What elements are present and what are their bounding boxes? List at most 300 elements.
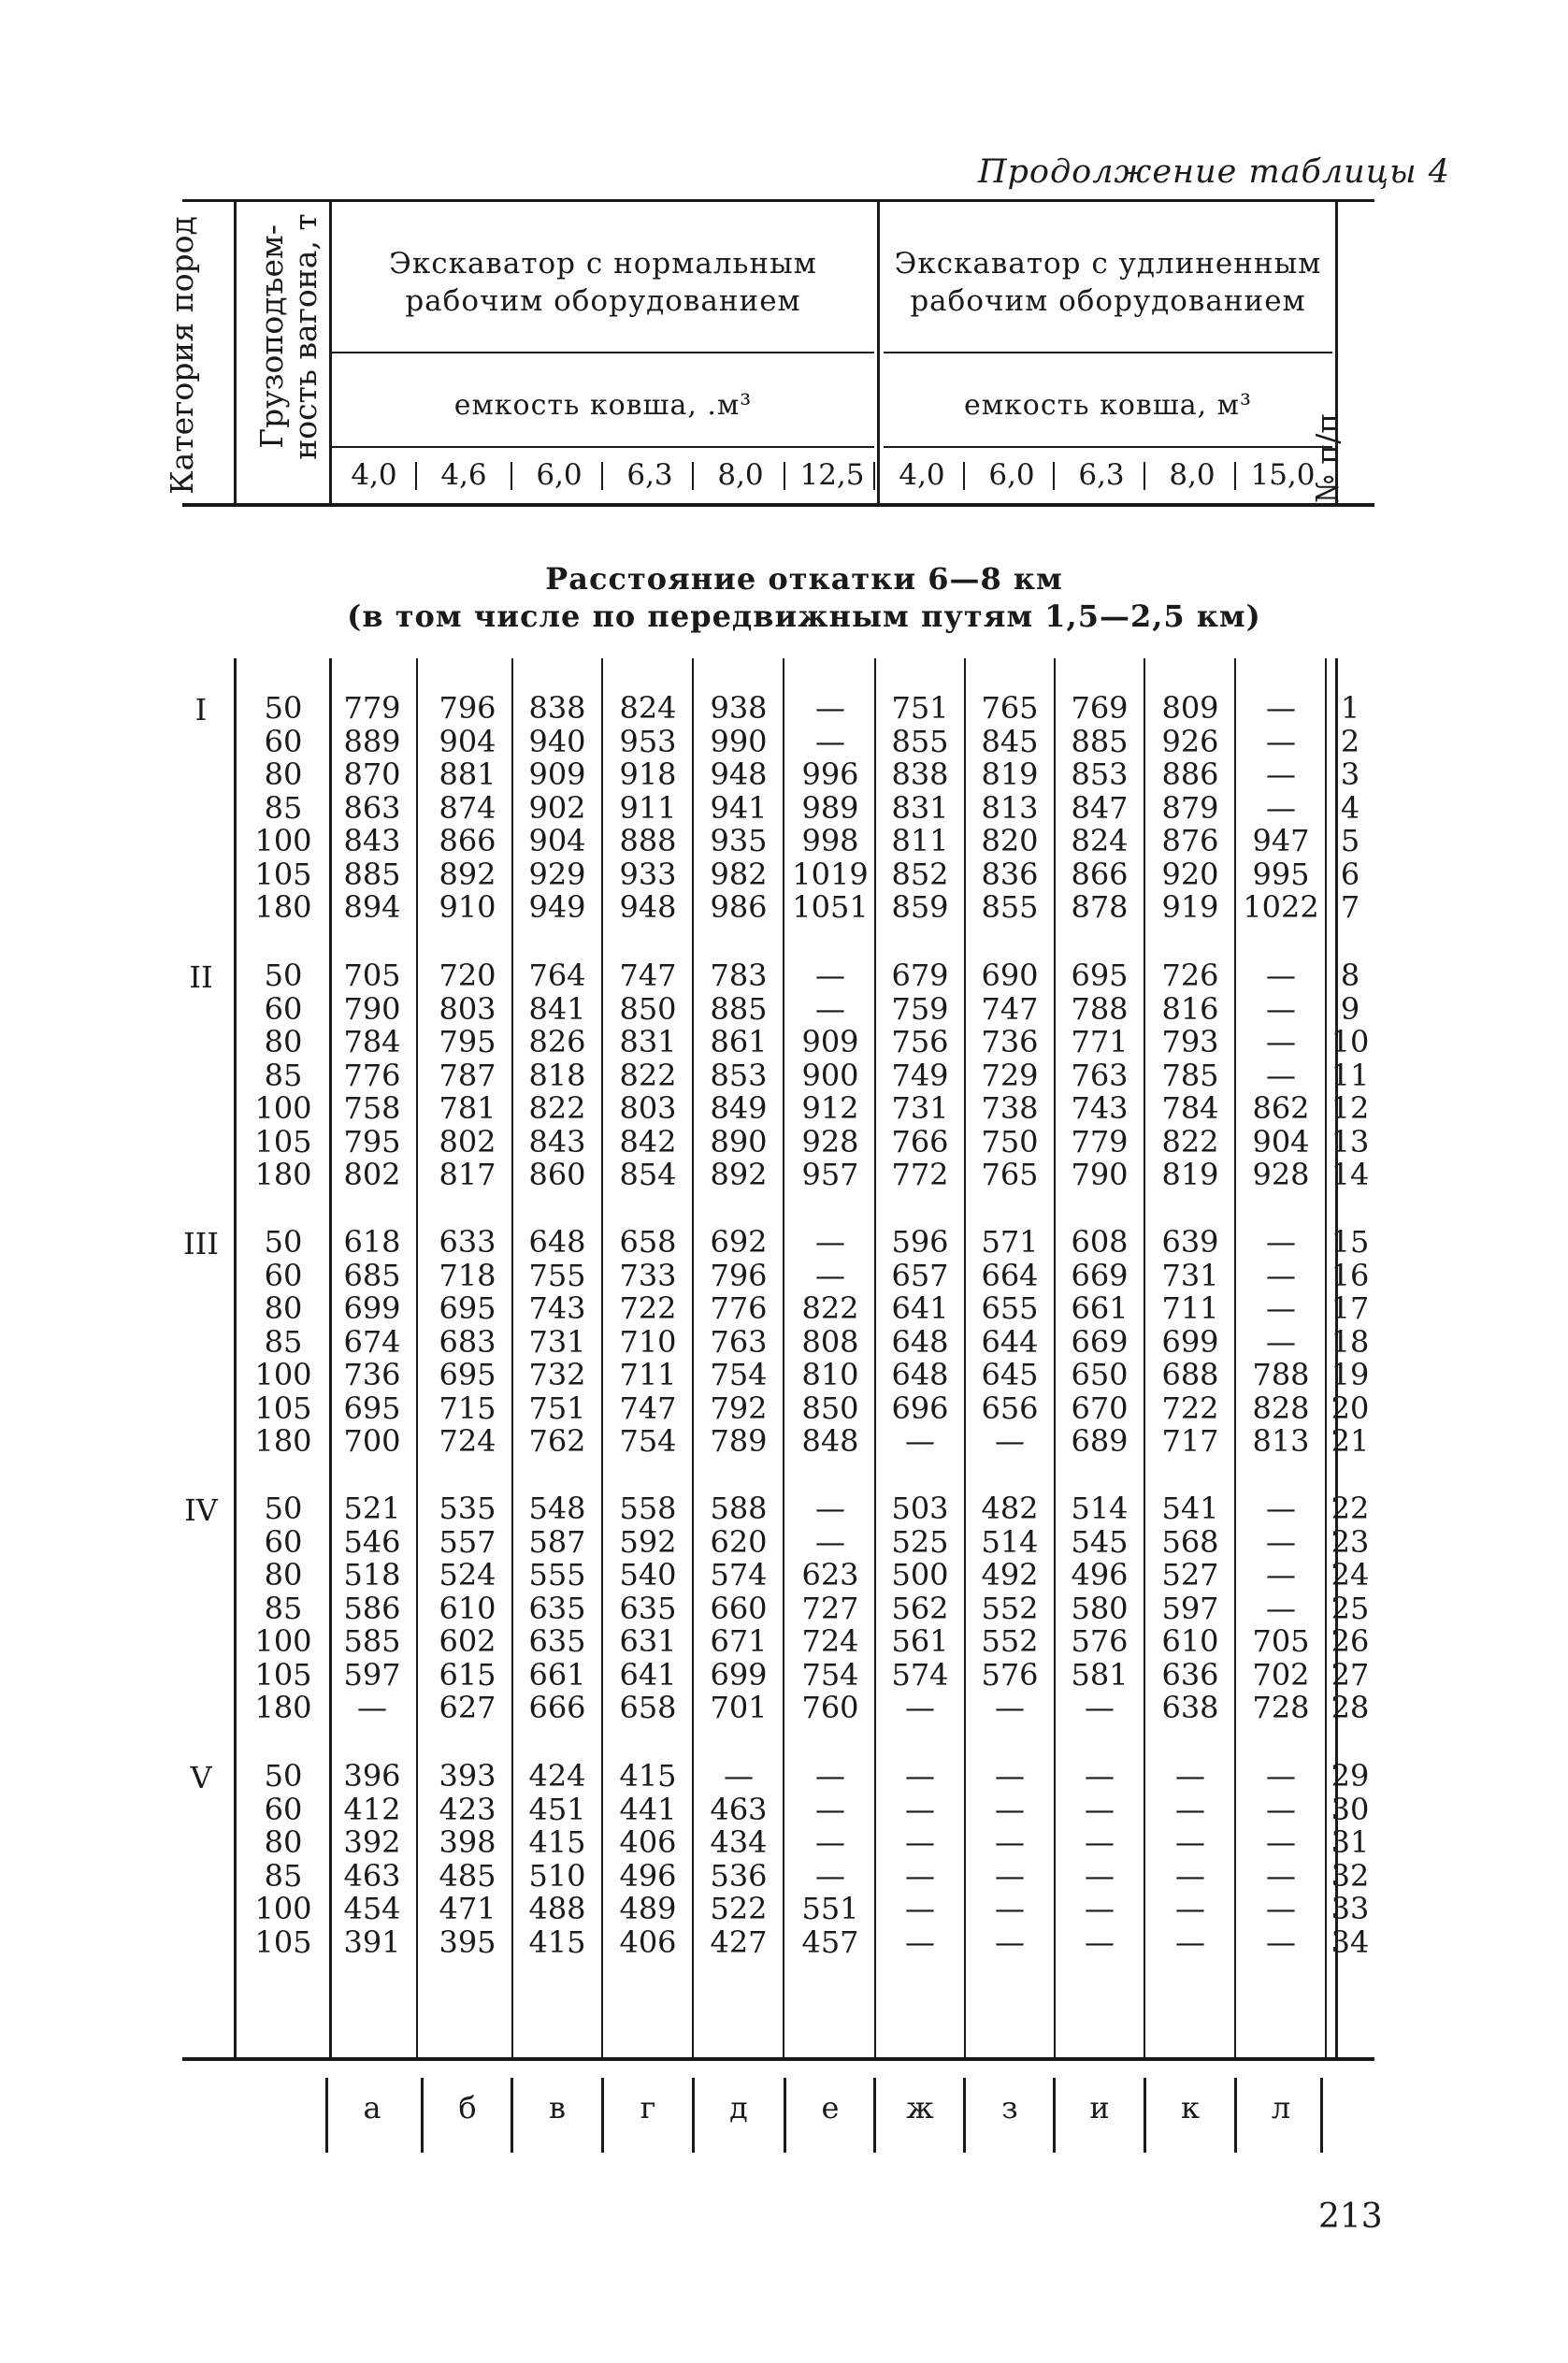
value-cell: 695 xyxy=(439,1290,496,1326)
capacity-cell: 60 xyxy=(264,990,303,1027)
value-cell: 787 xyxy=(439,1057,496,1093)
value-cell: 949 xyxy=(528,889,586,925)
value-cell: 482 xyxy=(981,1491,1039,1526)
value-cell: 406 xyxy=(619,1924,677,1960)
value-cell: 644 xyxy=(981,1323,1039,1360)
value-cell: — xyxy=(1266,1257,1296,1293)
value-cell: — xyxy=(815,1491,845,1526)
category-label: II xyxy=(189,959,213,995)
value-cell: 415 xyxy=(528,1824,586,1860)
value-cell: 705 xyxy=(1252,1623,1310,1659)
capacity-cell: 80 xyxy=(264,756,303,792)
row-number-cell: 23 xyxy=(1331,1523,1370,1560)
value-cell: 902 xyxy=(528,789,586,826)
category-label: V xyxy=(190,1760,212,1795)
value-cell: 948 xyxy=(710,756,768,792)
capacity-cell: 105 xyxy=(254,1656,312,1693)
value-cell: 562 xyxy=(891,1590,949,1626)
value-cell: — xyxy=(1266,1323,1296,1360)
value-cell: 998 xyxy=(801,823,859,858)
value-cell: 747 xyxy=(619,1390,677,1426)
capacity-cell: 60 xyxy=(264,723,303,759)
group-long-l2: рабочим оборудованием xyxy=(910,284,1306,318)
value-cell: 850 xyxy=(619,990,677,1027)
value-cell: 811 xyxy=(891,823,949,858)
value-cell: 391 xyxy=(343,1924,401,1960)
value-cell: 751 xyxy=(891,690,949,726)
value-cell: — xyxy=(1085,1891,1115,1926)
value-cell: 718 xyxy=(439,1257,496,1293)
value-cell: 803 xyxy=(439,990,496,1027)
value-cell: — xyxy=(995,1924,1025,1960)
section-title-line2: (в том числе по передвижным путям 1,5—2,5 км) xyxy=(347,598,1261,634)
capacity-cell: 180 xyxy=(254,1157,312,1192)
value-cell: 608 xyxy=(1071,1224,1129,1260)
value-cell: — xyxy=(815,1523,845,1560)
value-cell: — xyxy=(1085,1690,1115,1725)
capacity-cell: 85 xyxy=(264,1323,303,1360)
bucket-size: 6,3 xyxy=(1078,458,1125,492)
value-cell: 848 xyxy=(801,1423,859,1459)
value-cell: — xyxy=(1175,1924,1205,1960)
value-cell: — xyxy=(1266,789,1296,826)
value-cell: 754 xyxy=(710,1357,768,1392)
value-cell: 989 xyxy=(801,789,859,826)
value-cell: 816 xyxy=(1161,990,1219,1027)
value-cell: 711 xyxy=(619,1357,677,1392)
value-cell: 938 xyxy=(710,690,768,726)
row-number-cell: 8 xyxy=(1340,958,1360,993)
value-cell: 731 xyxy=(528,1323,586,1360)
value-cell: 793 xyxy=(1161,1024,1219,1059)
value-cell: 813 xyxy=(981,789,1039,826)
column-letter: е xyxy=(821,2090,840,2125)
row-number-cell: 1 xyxy=(1340,690,1360,726)
value-cell: 736 xyxy=(343,1357,401,1392)
value-cell: 715 xyxy=(439,1390,496,1426)
value-cell: 451 xyxy=(528,1791,586,1827)
value-cell: — xyxy=(815,990,845,1027)
value-cell: 822 xyxy=(801,1290,859,1326)
value-cell: 819 xyxy=(981,756,1039,792)
capacity-cell: 100 xyxy=(254,823,312,858)
value-cell: 581 xyxy=(1071,1656,1129,1693)
bucket-size: 12,5 xyxy=(799,458,865,492)
value-cell: — xyxy=(357,1690,387,1725)
value-cell: 928 xyxy=(801,1123,859,1160)
header-vrule-1 xyxy=(234,202,237,505)
value-cell: 819 xyxy=(1161,1157,1219,1192)
value-cell: — xyxy=(1266,1523,1296,1560)
header-rule-long xyxy=(884,352,1332,353)
value-cell: 661 xyxy=(1071,1290,1129,1326)
value-cell: 863 xyxy=(343,789,401,826)
value-cell: 722 xyxy=(619,1290,677,1326)
capacity-cell: 105 xyxy=(254,1123,312,1160)
value-cell: 548 xyxy=(528,1491,586,1526)
value-cell: 541 xyxy=(1161,1491,1219,1526)
row-number-cell: 11 xyxy=(1331,1057,1370,1093)
bucket-long-label: емкость ковша, м³ xyxy=(963,389,1253,422)
value-cell: 785 xyxy=(1161,1057,1219,1093)
capacity-cell: 60 xyxy=(264,1523,303,1560)
row-number-cell: 32 xyxy=(1331,1857,1370,1894)
value-cell: 751 xyxy=(528,1390,586,1426)
capacity-cell: 85 xyxy=(264,1590,303,1626)
value-cell: 679 xyxy=(891,958,949,993)
row-number-cell: 6 xyxy=(1340,856,1360,892)
row-number-cell: 33 xyxy=(1331,1891,1370,1926)
value-cell: 588 xyxy=(710,1491,768,1526)
value-cell: 488 xyxy=(528,1891,586,1926)
value-cell: — xyxy=(1266,723,1296,759)
value-cell: 514 xyxy=(981,1523,1039,1560)
value-cell: 750 xyxy=(981,1123,1039,1160)
value-cell: — xyxy=(905,1924,935,1960)
value-cell: 546 xyxy=(343,1523,401,1560)
value-cell: 522 xyxy=(710,1891,768,1926)
value-cell: 463 xyxy=(710,1791,768,1827)
value-cell: 471 xyxy=(439,1891,496,1926)
row-number-cell: 16 xyxy=(1331,1257,1370,1293)
value-cell: 586 xyxy=(343,1590,401,1626)
row-number-cell: 21 xyxy=(1331,1423,1370,1459)
capacity-cell: 105 xyxy=(254,856,312,892)
value-cell: 731 xyxy=(891,1090,949,1126)
value-cell: 1019 xyxy=(792,856,869,892)
value-cell: 790 xyxy=(343,990,401,1027)
value-cell: 731 xyxy=(1161,1257,1219,1293)
value-cell: 904 xyxy=(439,723,496,759)
value-cell: — xyxy=(1175,1791,1205,1827)
value-cell: — xyxy=(1266,1590,1296,1626)
value-cell: — xyxy=(905,1758,935,1794)
value-cell: 557 xyxy=(439,1523,496,1560)
value-cell: 711 xyxy=(1161,1290,1219,1326)
row-number-cell: 26 xyxy=(1331,1623,1370,1659)
value-cell: 585 xyxy=(343,1623,401,1659)
row-number-cell: 18 xyxy=(1331,1323,1370,1360)
value-cell: 536 xyxy=(710,1857,768,1894)
value-cell: 660 xyxy=(710,1590,768,1626)
value-cell: 657 xyxy=(891,1257,949,1293)
value-cell: 650 xyxy=(1071,1357,1129,1392)
value-cell: — xyxy=(1085,1857,1115,1894)
value-cell: — xyxy=(1266,1857,1296,1894)
row-number-cell: 19 xyxy=(1331,1357,1370,1392)
value-cell: 766 xyxy=(891,1123,949,1160)
column-letter: з xyxy=(1001,2090,1018,2125)
bucket-size: 4,0 xyxy=(351,458,397,492)
capacity-cell: 80 xyxy=(264,1290,303,1326)
value-cell: 597 xyxy=(1161,1590,1219,1626)
value-cell: 627 xyxy=(439,1690,496,1725)
value-cell: 695 xyxy=(1071,958,1129,993)
row-number-cell: 30 xyxy=(1331,1791,1370,1827)
value-cell: 759 xyxy=(891,990,949,1027)
value-cell: 826 xyxy=(528,1024,586,1059)
value-cell: 510 xyxy=(528,1857,586,1894)
value-cell: 656 xyxy=(981,1390,1039,1426)
capacity-cell: 50 xyxy=(264,958,303,993)
row-number-cell: 17 xyxy=(1331,1290,1370,1326)
value-cell: — xyxy=(815,690,845,726)
value-cell: 894 xyxy=(343,889,401,925)
value-cell: 912 xyxy=(801,1090,859,1126)
header-category: Категория пород xyxy=(164,216,200,495)
value-cell: 724 xyxy=(801,1623,859,1659)
value-cell: 620 xyxy=(710,1523,768,1560)
value-cell: 788 xyxy=(1071,990,1129,1027)
header-capacity-l1: Грузоподъем- xyxy=(253,224,290,449)
value-cell: 635 xyxy=(619,1590,677,1626)
group-normal-l2: рабочим оборудованием xyxy=(405,284,801,318)
value-cell: 904 xyxy=(1252,1123,1310,1160)
category-label: I xyxy=(194,692,208,728)
value-cell: 948 xyxy=(619,889,677,925)
value-cell: 862 xyxy=(1252,1090,1310,1126)
value-cell: 881 xyxy=(439,756,496,792)
value-cell: 722 xyxy=(1161,1390,1219,1426)
value-cell: — xyxy=(905,1857,935,1894)
value-cell: 695 xyxy=(439,1357,496,1392)
value-cell: 810 xyxy=(801,1357,859,1392)
header-number: № п/п xyxy=(1309,412,1345,504)
bucket-size: 4,0 xyxy=(899,458,945,492)
capacity-cell: 50 xyxy=(264,1758,303,1794)
row-number-cell: 4 xyxy=(1340,789,1360,826)
value-cell: 395 xyxy=(439,1924,496,1960)
column-letter: д xyxy=(729,2090,748,2125)
value-cell: 610 xyxy=(439,1590,496,1626)
value-cell: — xyxy=(1175,1891,1205,1926)
value-cell: 904 xyxy=(528,823,586,858)
value-cell: 843 xyxy=(343,823,401,858)
capacity-cell: 105 xyxy=(254,1390,312,1426)
value-cell: 776 xyxy=(710,1290,768,1326)
value-cell: 747 xyxy=(981,990,1039,1027)
value-cell: 885 xyxy=(710,990,768,1027)
capacity-cell: 180 xyxy=(254,1423,312,1459)
value-cell: 866 xyxy=(439,823,496,858)
table-bottom-rule xyxy=(182,2057,1374,2061)
value-cell: 540 xyxy=(619,1557,677,1592)
value-cell: 648 xyxy=(528,1224,586,1260)
value-cell: 765 xyxy=(981,1157,1039,1192)
row-number-cell: 25 xyxy=(1331,1590,1370,1626)
value-cell: 635 xyxy=(528,1623,586,1659)
value-cell: 795 xyxy=(439,1024,496,1059)
value-cell: 685 xyxy=(343,1257,401,1293)
group-long-l1: Экскаватор с удлиненным xyxy=(894,247,1322,281)
value-cell: 935 xyxy=(710,823,768,858)
value-cell: 749 xyxy=(891,1057,949,1093)
value-cell: 784 xyxy=(343,1024,401,1059)
value-cell: 845 xyxy=(981,723,1039,759)
value-cell: 551 xyxy=(801,1891,859,1926)
bucket-normal-label: емкость ковша, .м³ xyxy=(453,389,753,422)
row-number-cell: 22 xyxy=(1331,1491,1370,1526)
value-cell: 855 xyxy=(891,723,949,759)
value-cell: 424 xyxy=(528,1758,586,1794)
value-cell: 982 xyxy=(710,856,768,892)
value-cell: 918 xyxy=(619,756,677,792)
capacity-cell: 60 xyxy=(264,1257,303,1293)
row-number-cell: 14 xyxy=(1331,1157,1370,1192)
value-cell: 700 xyxy=(343,1423,401,1459)
value-cell: 518 xyxy=(343,1557,401,1592)
row-number-cell: 5 xyxy=(1340,823,1360,858)
value-cell: 415 xyxy=(528,1924,586,1960)
value-cell: 995 xyxy=(1252,856,1310,892)
value-cell: 641 xyxy=(619,1656,677,1693)
value-cell: 755 xyxy=(528,1257,586,1293)
value-cell: 822 xyxy=(619,1057,677,1093)
header-capacity-l2: ность вагона, т xyxy=(287,213,324,460)
value-cell: — xyxy=(1266,1557,1296,1592)
value-cell: 692 xyxy=(710,1224,768,1260)
value-cell: 859 xyxy=(891,889,949,925)
value-cell: 842 xyxy=(619,1123,677,1160)
value-cell: 674 xyxy=(343,1323,401,1360)
value-cell: 900 xyxy=(801,1057,859,1093)
column-letter: б xyxy=(458,2090,477,2125)
value-cell: 802 xyxy=(439,1123,496,1160)
value-cell: 545 xyxy=(1071,1523,1129,1560)
value-cell: 521 xyxy=(343,1491,401,1526)
value-cell: 690 xyxy=(981,958,1039,993)
value-cell: 415 xyxy=(619,1758,677,1794)
value-cell: — xyxy=(1266,1024,1296,1059)
value-cell: 427 xyxy=(710,1924,768,1960)
value-cell: 574 xyxy=(891,1656,949,1693)
value-cell: 822 xyxy=(528,1090,586,1126)
value-cell: 555 xyxy=(528,1557,586,1592)
value-cell: 661 xyxy=(528,1656,586,1693)
capacity-cell: 100 xyxy=(254,1891,312,1926)
value-cell: 535 xyxy=(439,1491,496,1526)
value-cell: 855 xyxy=(981,889,1039,925)
value-cell: — xyxy=(905,1891,935,1926)
bucket-size: 4,6 xyxy=(440,458,487,492)
value-cell: 853 xyxy=(710,1057,768,1093)
value-cell: 688 xyxy=(1161,1357,1219,1392)
value-cell: — xyxy=(905,1423,935,1459)
value-cell: 514 xyxy=(1071,1491,1129,1526)
capacity-cell: 85 xyxy=(264,1057,303,1093)
value-cell: — xyxy=(815,1824,845,1860)
value-cell: 754 xyxy=(801,1656,859,1693)
value-cell: 423 xyxy=(439,1791,496,1827)
value-cell: 809 xyxy=(1161,690,1219,726)
column-letter: ж xyxy=(906,2090,934,2125)
value-cell: 828 xyxy=(1252,1390,1310,1426)
value-cell: — xyxy=(1085,1758,1115,1794)
value-cell: 817 xyxy=(439,1157,496,1192)
value-cell: 558 xyxy=(619,1491,677,1526)
value-cell: 576 xyxy=(1071,1623,1129,1659)
value-cell: 645 xyxy=(981,1357,1039,1392)
value-cell: 641 xyxy=(891,1290,949,1326)
value-cell: — xyxy=(1266,990,1296,1027)
row-number-cell: 12 xyxy=(1331,1090,1370,1126)
value-cell: 808 xyxy=(801,1323,859,1360)
value-cell: 527 xyxy=(1161,1557,1219,1592)
value-cell: 920 xyxy=(1161,856,1219,892)
value-cell: 457 xyxy=(801,1924,859,1960)
value-cell: — xyxy=(995,1891,1025,1926)
value-cell: 910 xyxy=(439,889,496,925)
value-cell: — xyxy=(995,1423,1025,1459)
value-cell: 524 xyxy=(439,1557,496,1592)
capacity-cell: 80 xyxy=(264,1824,303,1860)
value-cell: — xyxy=(1266,958,1296,993)
capacity-cell: 105 xyxy=(254,1924,312,1960)
value-cell: 412 xyxy=(343,1791,401,1827)
value-cell: — xyxy=(1085,1924,1115,1960)
value-cell: 760 xyxy=(801,1690,859,1725)
value-cell: 503 xyxy=(891,1491,949,1526)
value-cell: 889 xyxy=(343,723,401,759)
value-cell: — xyxy=(995,1824,1025,1860)
capacity-cell: 80 xyxy=(264,1557,303,1592)
value-cell: 792 xyxy=(710,1390,768,1426)
value-cell: 892 xyxy=(439,856,496,892)
value-cell: 699 xyxy=(1161,1323,1219,1360)
value-cell: 489 xyxy=(619,1891,677,1926)
column-letter: л xyxy=(1271,2090,1291,2125)
value-cell: 843 xyxy=(528,1123,586,1160)
value-cell: 890 xyxy=(710,1123,768,1160)
value-cell: 702 xyxy=(1252,1656,1310,1693)
capacity-cell: 85 xyxy=(264,789,303,826)
value-cell: — xyxy=(815,723,845,759)
row-number-cell: 34 xyxy=(1331,1924,1370,1960)
value-cell: 953 xyxy=(619,723,677,759)
value-cell: 728 xyxy=(1252,1690,1310,1725)
value-cell: — xyxy=(1085,1791,1115,1827)
value-cell: 919 xyxy=(1161,889,1219,925)
column-letter: и xyxy=(1089,2090,1110,2125)
value-cell: 783 xyxy=(710,958,768,993)
value-cell: 854 xyxy=(619,1157,677,1192)
value-cell: 655 xyxy=(981,1290,1039,1326)
value-cell: — xyxy=(1266,1791,1296,1827)
value-cell: 683 xyxy=(439,1323,496,1360)
bucket-size: 6,0 xyxy=(536,458,583,492)
value-cell: 849 xyxy=(710,1090,768,1126)
value-cell: 940 xyxy=(528,723,586,759)
value-cell: 648 xyxy=(891,1357,949,1392)
value-cell: 597 xyxy=(343,1656,401,1693)
value-cell: 996 xyxy=(801,756,859,792)
value-cell: 705 xyxy=(343,958,401,993)
value-cell: 824 xyxy=(619,690,677,726)
value-cell: — xyxy=(1085,1824,1115,1860)
value-cell: 393 xyxy=(439,1758,496,1794)
value-cell: 743 xyxy=(528,1290,586,1326)
value-cell: 861 xyxy=(710,1024,768,1059)
value-cell: 813 xyxy=(1252,1423,1310,1459)
capacity-cell: 80 xyxy=(264,1024,303,1059)
value-cell: 561 xyxy=(891,1623,949,1659)
value-cell: — xyxy=(1266,1290,1296,1326)
value-cell: — xyxy=(1175,1758,1205,1794)
capacity-cell: 100 xyxy=(254,1623,312,1659)
value-cell: — xyxy=(815,1758,845,1794)
value-cell: 633 xyxy=(439,1224,496,1260)
header-rule-long-2 xyxy=(884,446,1332,448)
